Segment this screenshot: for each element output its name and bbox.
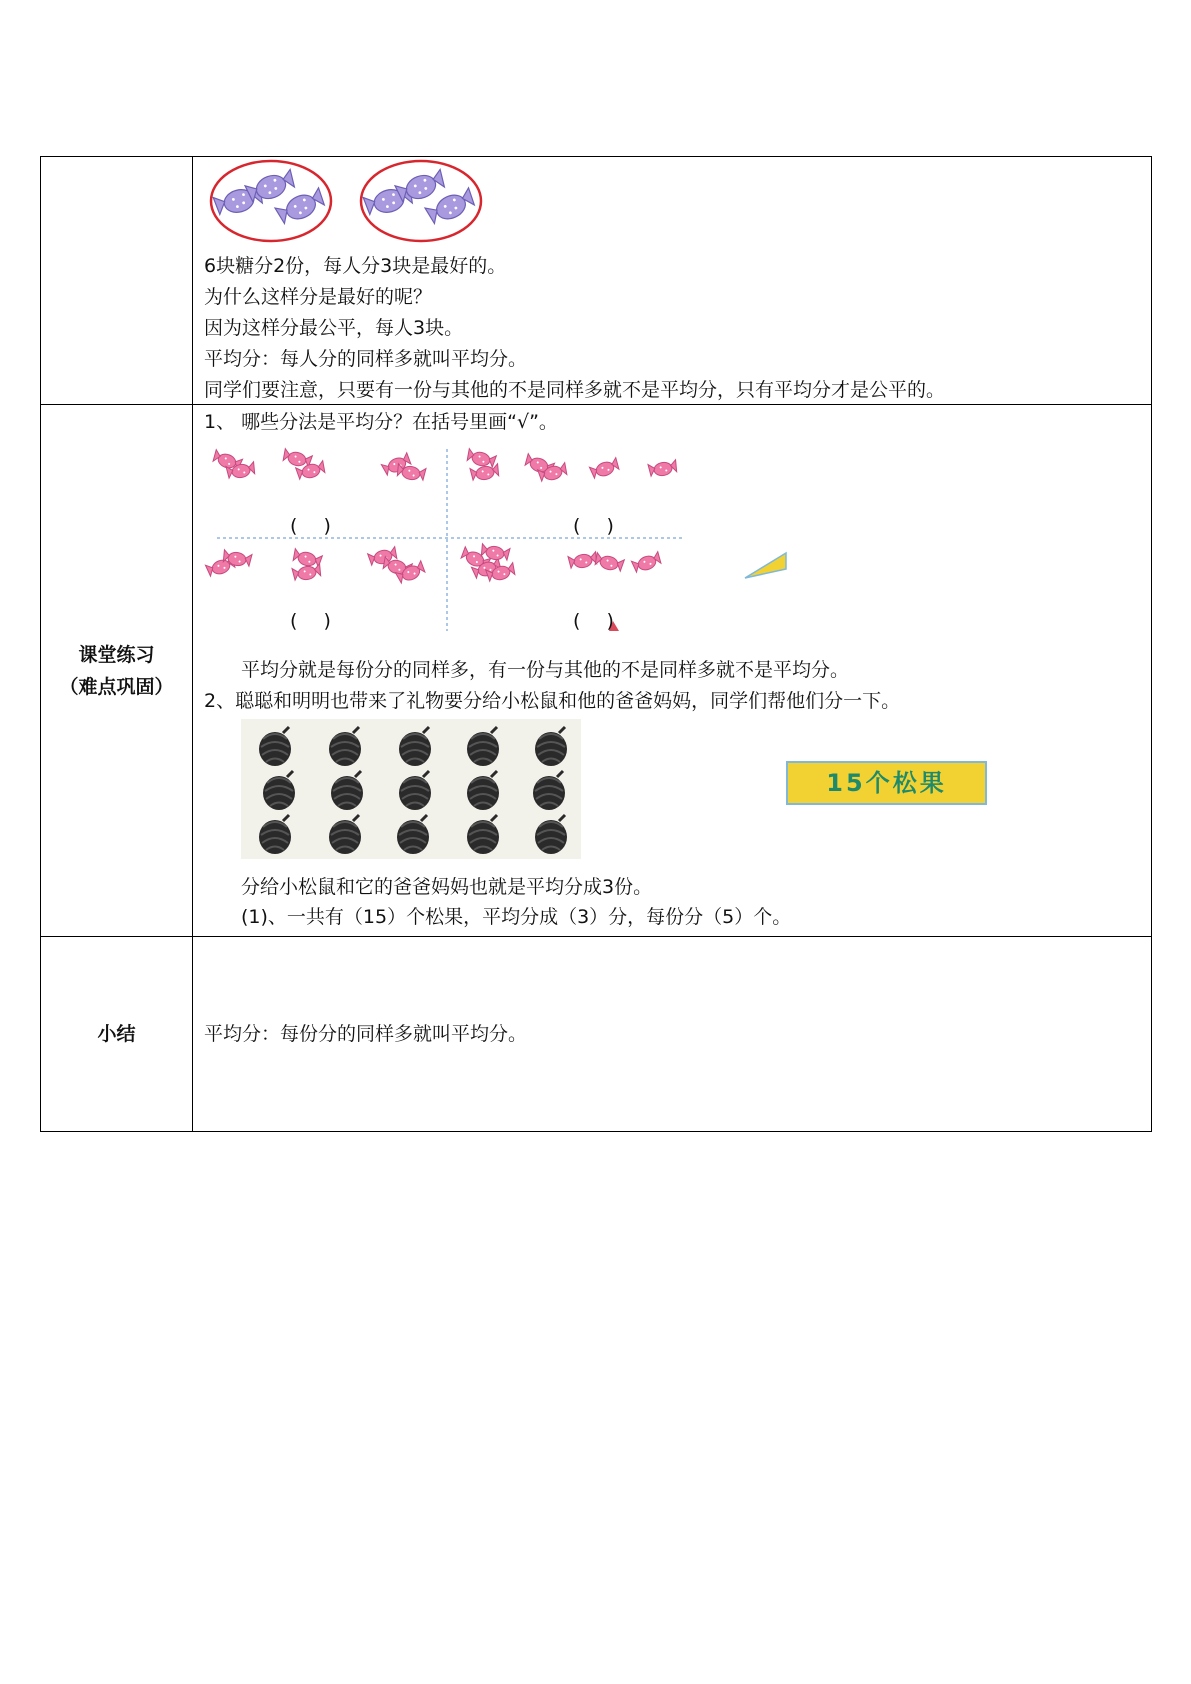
- answer-paren[interactable]: ( ): [573, 610, 624, 632]
- q2-text: (1)、一共有（15）个松果，平均分成（3）分，每份分（5）个。: [241, 906, 792, 928]
- row-label-practice: [41, 405, 193, 937]
- table-row: [41, 405, 1152, 937]
- row-content-candies: [193, 157, 1152, 405]
- speech-tail: [741, 545, 801, 585]
- answer-paren[interactable]: ( ): [290, 610, 341, 632]
- summary-text: 平均分：每份分的同样多就叫平均分。: [204, 1022, 528, 1045]
- row-content-summary: [193, 937, 1152, 1132]
- candy-division-illustration: [203, 441, 703, 636]
- row-label-empty: [41, 157, 193, 405]
- row-label-summary: 小结: [41, 937, 193, 1132]
- question-1: 1、 哪些分法是平均分？在括号里画“√”。: [204, 411, 558, 433]
- text-line: 因为这样分最公平，每人3块。: [204, 317, 464, 339]
- note-text: 平均分就是每份分的同样多，有一份与其他的不是同样多就不是平均分。: [241, 659, 850, 681]
- q2-text: 分给小松鼠和它的爸爸妈妈也就是平均分成3份。: [241, 876, 653, 898]
- answer-paren[interactable]: ( ): [573, 515, 624, 537]
- label-line: 课堂练习: [78, 643, 155, 666]
- table-row: [41, 157, 1152, 405]
- table-row: [41, 937, 1152, 1132]
- pinecone-grid-illustration: [241, 719, 611, 859]
- text-line: 同学们要注意，只要有一份与其他的不是同样多就不是平均分，只有平均分才是公平的。: [204, 379, 946, 401]
- row-content-practice: [193, 405, 1152, 937]
- text-line: 平均分：每人分的同样多就叫平均分。: [204, 348, 528, 370]
- text-line: 为什么这样分是最好的呢？: [204, 286, 433, 308]
- label-line: （难点巩固）: [59, 675, 174, 698]
- question-2: 2、聪聪和明明也带来了礼物要分给小松鼠和他的爸爸妈妈，同学们帮他们分一下。: [204, 690, 901, 712]
- answer-paren[interactable]: ( ): [290, 515, 341, 537]
- pinecone-count-tag: 15个松果: [786, 761, 987, 805]
- lesson-table: [40, 156, 1152, 1132]
- candy-groups-illustration: [209, 157, 509, 245]
- text-line: 6块糖分2份，每人分3块是最好的。: [204, 255, 507, 277]
